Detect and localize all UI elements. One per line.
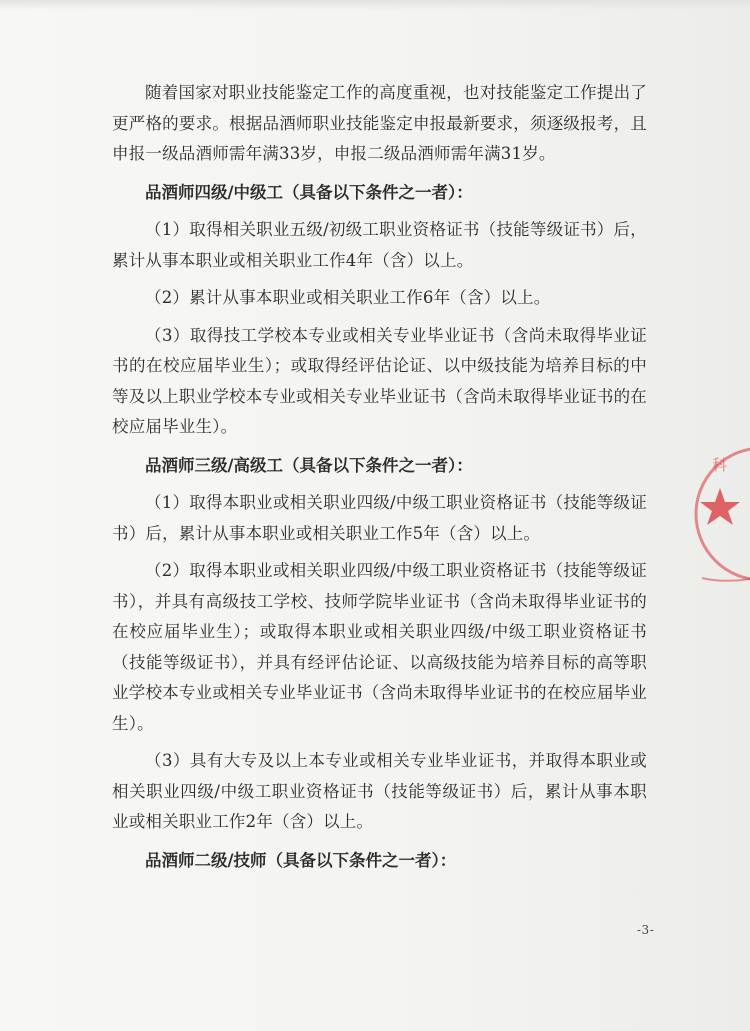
intro-paragraph: 随着国家对职业技能鉴定工作的高度重视，也对技能鉴定工作提出了更严格的要求。根据品酒师职业技能鉴定申报最新要求，须逐级报考，且申报一级品酒师需年满33岁，申报二级品酒师需年满31岁。 [112, 83, 647, 163]
level4-heading: 品酒师四级/中级工（具备以下条件之一者）： [145, 182, 473, 202]
level2-heading: 品酒师二级/技师（具备以下条件之一者）： [145, 850, 457, 870]
level4-item-1: （1）取得相关职业五级/初级工职业资格证书（技能等级证书）后，累计从事本职业或相关职业工作4年（含）以上。 [112, 220, 647, 270]
scan-edge-shadow [0, 0, 750, 10]
level4-item-3: （3）取得技工学校本专业或相关专业毕业证书（含尚未取得毕业证书的在校应届毕业生）；或取得经评估论证、以中级技能为培养目标的中等及以上职业学校本专业或相关专业毕业证书（含尚未取得毕业证书的在校应届毕业生）。 [112, 325, 647, 436]
page-number: -3- [637, 923, 655, 937]
seal-star-icon [700, 488, 740, 525]
document-body [112, 78, 647, 883]
level3-item-3: （3）具有大专及以上本专业或相关专业毕业证书，并取得本职业或相关职业四级/中级工职业资格证书（技能等级证书）后，累计从事本职业或相关职业工作2年（含）以上。 [112, 751, 647, 831]
level3-item-2: （2）取得本职业或相关职业四级/中级工职业资格证书（技能等级证书），并具有高级技工学校、技师学院毕业证书（含尚未取得毕业证书的在校应届毕业生）；或取得本职业或相关职业四级/中级工职业资格证书（技能等级证书），并具有经评估论证、以高级技能为培养目标的高等职业学校本专业或相关专业毕业证书（含尚未取得毕业证书的在校应届毕业生）。 [112, 561, 647, 733]
seal-graphic [692, 442, 750, 592]
official-seal-partial [692, 442, 750, 592]
level3-item-1: （1）取得本职业或相关职业四级/中级工职业资格证书（技能等级证书）后，累计从事本职业或相关职业工作5年（含）以上。 [112, 493, 647, 543]
level4-item-2: （2）累计从事本职业或相关职业工作6年（含）以上。 [145, 288, 551, 307]
level3-heading: 品酒师三级/高级工（具备以下条件之一者）： [145, 455, 473, 475]
seal-partial-text: 科 [712, 456, 728, 474]
